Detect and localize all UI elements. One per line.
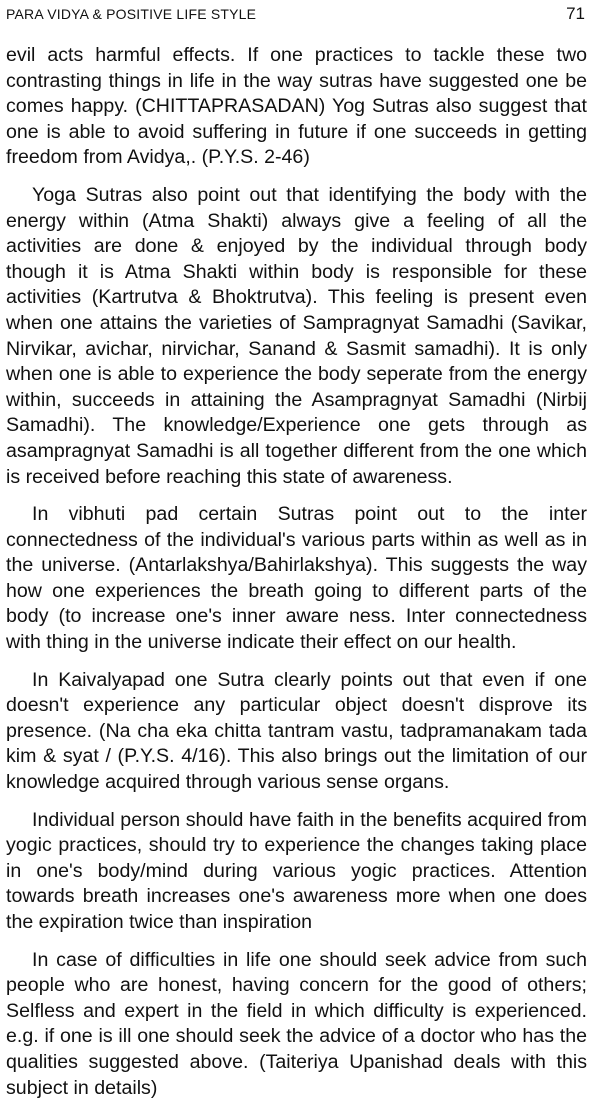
paragraph-individual-person: Individual person should have faith in the benefits acquired from yogic practices, should try to experience the changes taking place in one's body/mind during various yogic practices. Attention towards breath increases one's awareness more when one does the expiration twice than inspiration — [6, 808, 587, 933]
paragraph-yoga-sutras: Yoga Sutras also point out that identifying the body with the energy within (Atma Shakti) always give a feeling of all the activities are done & enjoyed by the individual through body though it is Atma Shakti within body is responsible for these activities (Kartrutva & Bhoktrutva). This feeling is present even when one attains the varieties of Sampragnyat Samadhi (Savikar, Nirvikar, avichar, nirvichar, Sanand & Sasmit samadhi). It is only when one is able to experience the body seperate from the energy within, succeeds in attaining the Asampragnyat Samadhi (Nirbij Samadhi). The knowledge/Experience one gets through as asampragnyat Samadhi is all together different from the one which is received before reaching this state of awareness. — [6, 183, 587, 488]
running-header — [6, 0, 587, 32]
running-title: PARA VIDYA & POSITIVE LIFE STYLE — [6, 6, 257, 22]
paragraph-kaivalyapad: In Kaivalyapad one Sutra clearly points out that even if one doesn't experience any particular object doesn't disprove its presence. (Na cha eka chitta tantram vastu, tadpramanakam tada kim & syat / (P.Y.S. 4/16). This also brings out the limitation of our knowledge acquired through various sense organs. — [6, 668, 587, 794]
paragraph-difficulties: In case of difficulties in life one should seek advice from such people who are honest, having concern for the good of others; Selfless and expert in the field in which difficulty is experienced. e.g. if one is ill one should seek the advice of a doctor who has the qualities suggested above. (Taiteriya Upanishad deals with this subject in details) — [6, 948, 587, 1099]
paragraph-vibhuti-pad: In vibhuti pad certain Sutras point out to the inter connectedness of the individual's various parts within as well as in the universe. (Antarlakshya/Bahirlakshya). This suggests the way how one experiences the breath going to different parts of the body (to increase one's inner aware ness. Inter connectedness with thing in the universe indicate their effect on our health. — [6, 503, 587, 654]
paragraph-continuation: evil acts harmful effects. If one practices to tackle these two contrasting things in life in the way sutras have suggested one be comes happy. (CHITTAPRASADAN) Yog Sutras also suggest that one is able to avoid suffering in future if one succeeds in getting freedom from Avidya,. (P.Y.S. 2-46) — [6, 44, 587, 169]
body-text — [6, 43, 587, 1101]
page-number: 71 — [566, 4, 585, 23]
